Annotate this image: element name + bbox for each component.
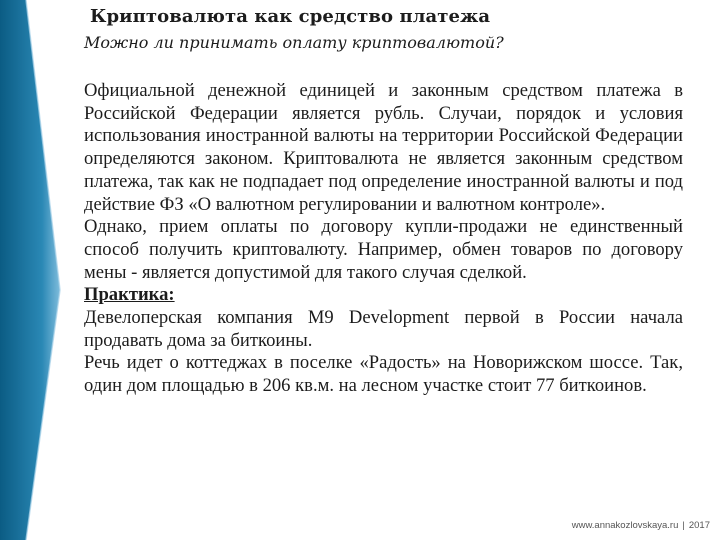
paragraph-cottages: Речь идет о коттеджах в поселке «Радость» на Новорижском шоссе. Так, один дом площадью в 206 кв.м. на лесном участке стоит 77 биткоинов.: [84, 352, 683, 397]
practice-heading: Практика:: [84, 284, 175, 306]
slide-title: Криптовалюта как средство платежа: [90, 6, 491, 27]
paragraph-legal-tender: Официальной денежной единицей и законным средством платежа в Российской Федерации является рубль. Случаи, порядок и условия использования иностранной валюты на территории Российской Федерации определяются законом. Криптовалюта не является законным средством платежа, так как не подпадает под определение иностранной валюты и под действие ФЗ «О валютном регулировании и валютном контроле».: [84, 80, 683, 215]
paragraph-barter: Однако, прием оплаты по договору купли-продажи не единственный способ получить криптовалюту. Например, обмен товаров по договору мены - является допустимой для такого случая сделкой.: [84, 216, 683, 283]
slide-footer: [572, 520, 710, 531]
footer-year: 2017: [688, 520, 710, 531]
slide-content: [84, 80, 683, 398]
paragraph-developer: Девелоперская компания M9 Development первой в России начала продавать дома за биткоины.: [84, 307, 683, 351]
band-shape: [0, 0, 60, 540]
slide-subtitle: Можно ли принимать оплату криптовалютой?: [84, 33, 504, 52]
footer-website: www.annakozlovskaya.ru: [571, 520, 679, 531]
footer-separator: |: [682, 520, 685, 531]
